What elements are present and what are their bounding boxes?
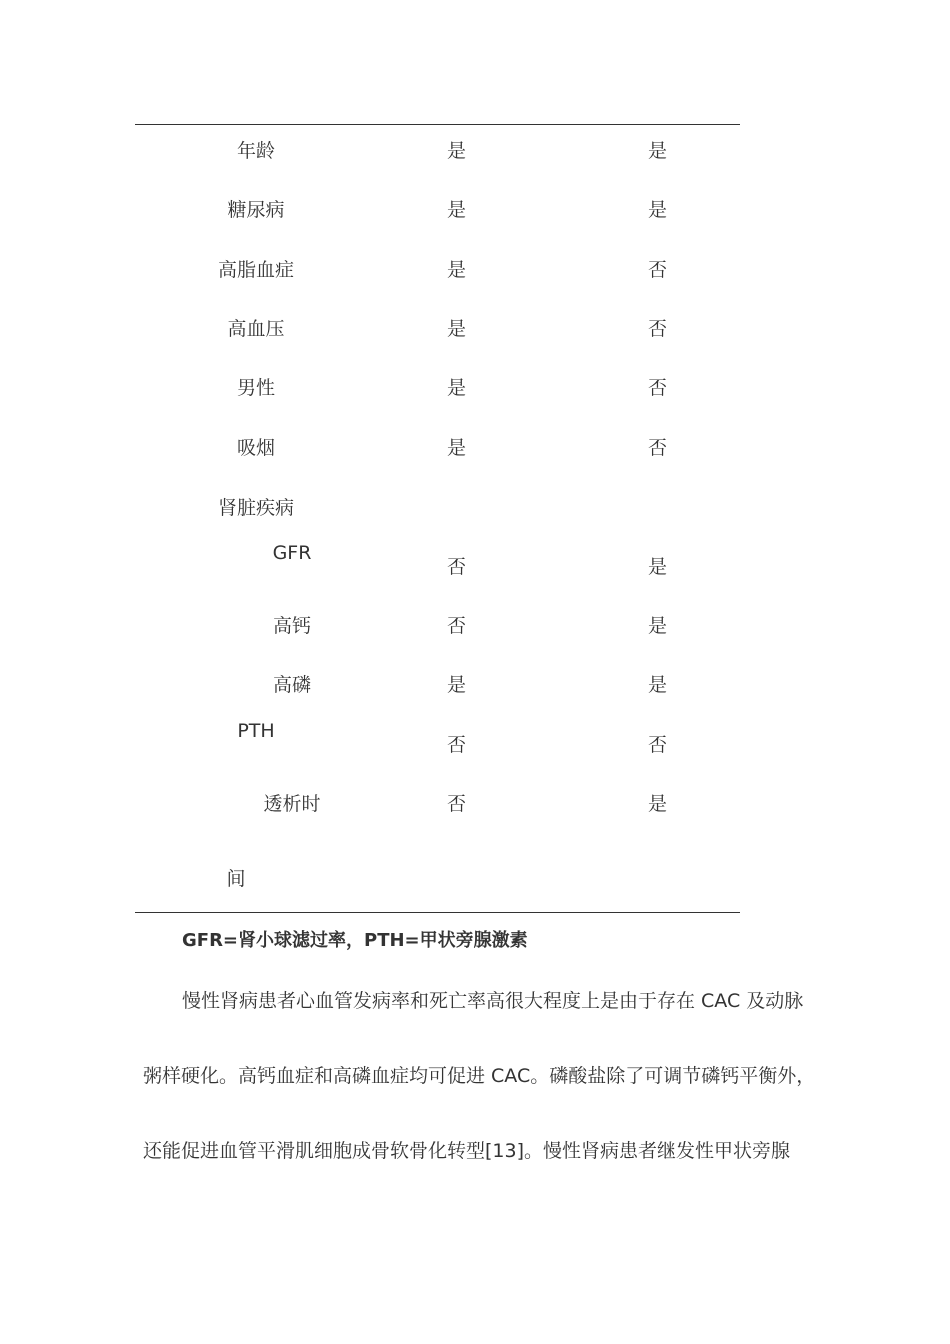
row-col2: 是 <box>447 377 467 399</box>
row-col2: 是 <box>447 318 467 340</box>
row-col2: 是 <box>447 674 467 696</box>
row-label: 间 <box>226 868 246 890</box>
row-col2: 是 <box>447 437 467 459</box>
row-label: 肾脏疾病 <box>217 497 295 519</box>
body-text-line: 慢性肾病患者心血管发病率和死亡率高很大程度上是由于存在 CAC 及动脉 <box>182 990 804 1012</box>
row-label: 高钙 <box>272 615 312 637</box>
table-bottom-rule <box>135 912 740 913</box>
row-col3: 否 <box>648 259 668 281</box>
row-col3: 否 <box>648 437 668 459</box>
row-label: GFR <box>272 542 312 564</box>
body-text-line: 还能促进血管平滑肌细胞成骨软骨化转型[13]。慢性肾病患者继发性甲状旁腺 <box>143 1140 791 1162</box>
row-col2: 是 <box>447 259 467 281</box>
row-col3: 是 <box>648 674 668 696</box>
row-col3: 是 <box>648 199 668 221</box>
row-col2: 否 <box>447 793 467 815</box>
row-col3: 否 <box>648 734 668 756</box>
row-label: 吸烟 <box>236 437 276 459</box>
table-top-rule <box>135 124 740 125</box>
row-label: 高血压 <box>227 318 285 340</box>
row-label: 高磷 <box>272 674 312 696</box>
row-col3: 否 <box>648 377 668 399</box>
row-label: 高脂血症 <box>217 259 295 281</box>
table-footnote: GFR=肾小球滤过率，PTH=甲状旁腺激素 <box>182 930 528 951</box>
row-col3: 是 <box>648 793 668 815</box>
row-col3: 是 <box>648 615 668 637</box>
row-col3: 否 <box>648 318 668 340</box>
row-label: 男性 <box>236 377 276 399</box>
row-col2: 否 <box>447 556 467 578</box>
row-col2: 否 <box>447 615 467 637</box>
row-label: 透析时 <box>263 793 321 815</box>
row-col3: 是 <box>648 140 668 162</box>
row-col2: 否 <box>447 734 467 756</box>
body-text-line: 粥样硬化。高钙血症和高磷血症均可促进 CAC。磷酸盐除了可调节磷钙平衡外， <box>143 1065 816 1087</box>
row-label: 糖尿病 <box>227 199 285 221</box>
row-label: 年龄 <box>236 140 276 162</box>
row-label: PTH <box>237 720 275 742</box>
row-col2: 是 <box>447 140 467 162</box>
row-col2: 是 <box>447 199 467 221</box>
row-col3: 是 <box>648 556 668 578</box>
